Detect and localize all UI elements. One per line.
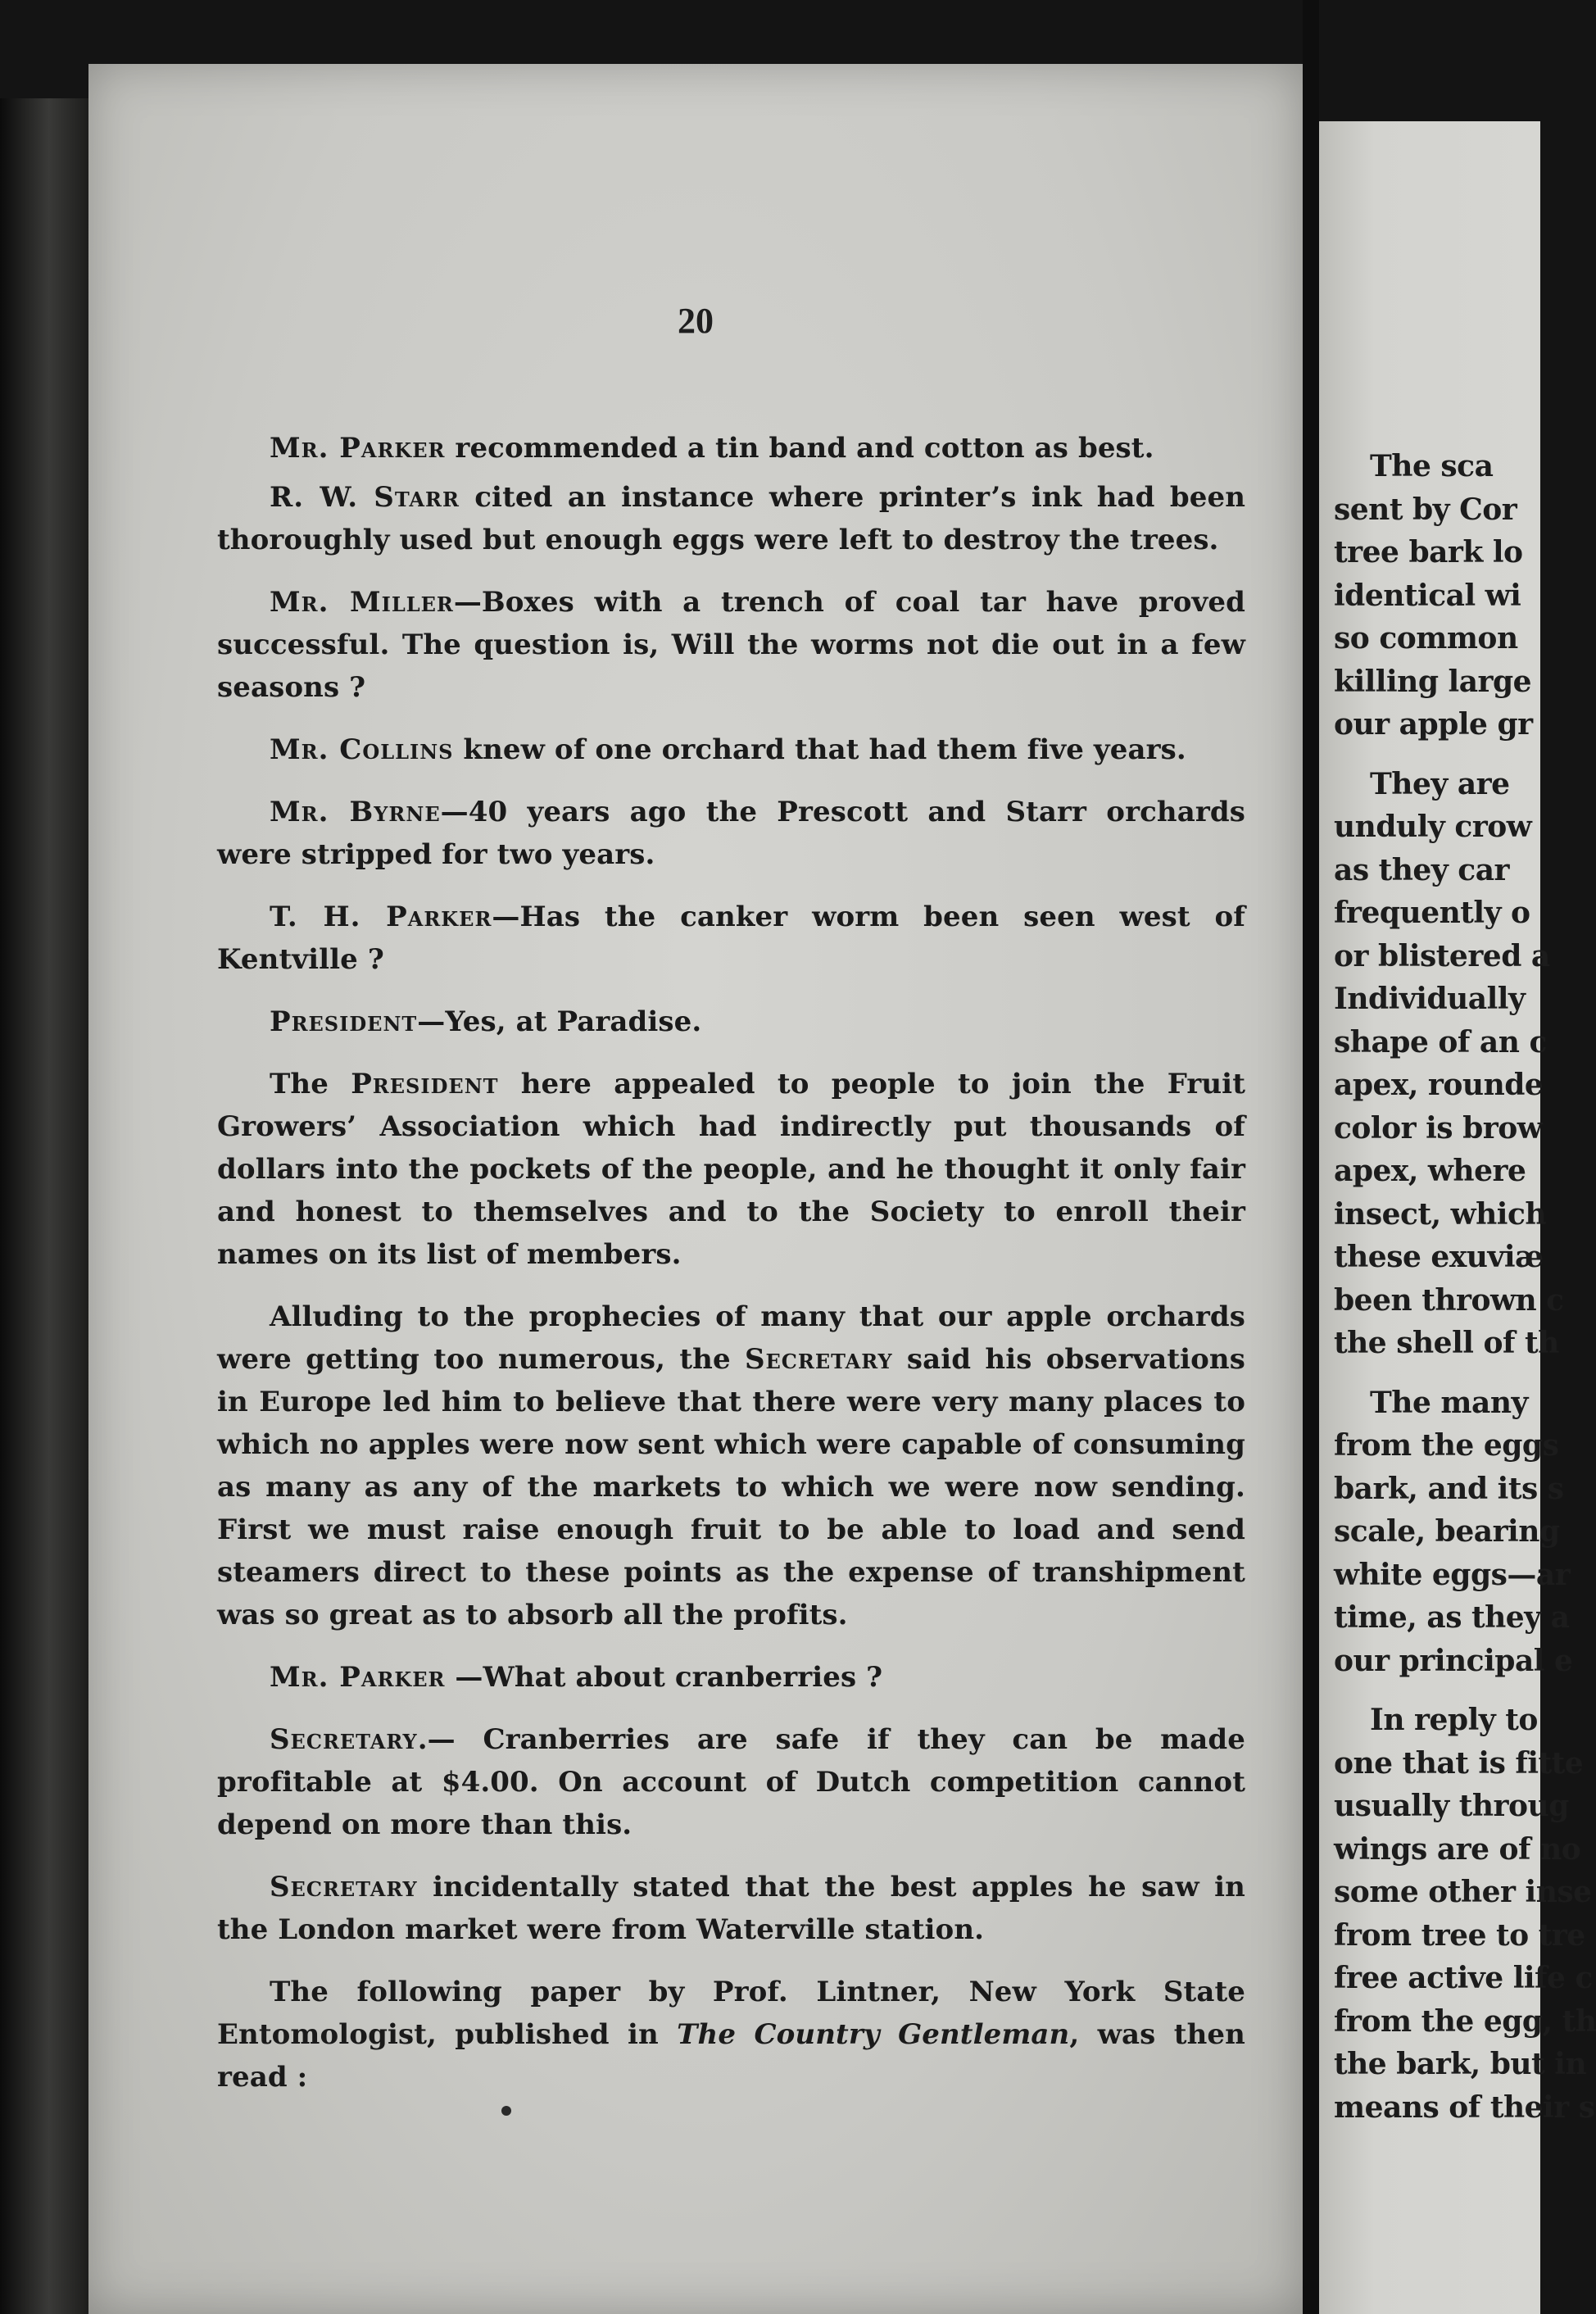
paragraph-lead: Alluding to the prophecies of many that our apple orchards were getting too numerous, the xyxy=(217,1300,1245,1376)
paragraph-text: .— Cranberries are safe if they can be made profitable at $4.00. On account of Dutch competition cannot depend on more than this. xyxy=(217,1723,1245,1841)
speaker-name: Secretary xyxy=(270,1871,418,1903)
paragraph-text: —What about cranberries ? xyxy=(445,1661,883,1694)
paragraph-lead: The following paper by Prof. Lintner, New York State Entomologist, published in xyxy=(217,1976,1245,2051)
book-gutter xyxy=(1303,0,1319,2314)
facing-page-line: wings are of no xyxy=(1334,1831,1581,1867)
facing-page-line: apex, rounde xyxy=(1334,1068,1544,1102)
book-page xyxy=(88,64,1303,2314)
paragraph-president-reply xyxy=(217,1000,1245,1043)
facing-page-line: from the egg, th xyxy=(1334,2003,1596,2039)
facing-page-line: so common xyxy=(1334,621,1518,656)
facing-page-line: color is brow xyxy=(1334,1110,1543,1146)
facing-page-line: The many xyxy=(1370,1385,1528,1420)
speaker-name: Secretary xyxy=(744,1343,893,1376)
paragraph-collins-orchard xyxy=(217,728,1245,771)
paragraph-text: here appealed to people to join the Fruit Growers’ Association which had indirectly put thousands of dollars into the pockets of the people, and he thought it only fair and honest to themselves and to the Society to enroll their names on its list of members. xyxy=(217,1068,1246,1271)
paragraph-th-parker-question xyxy=(217,896,1245,981)
paragraph-secretary-cranberries xyxy=(217,1718,1245,1846)
book-edge-left xyxy=(0,98,88,2314)
speaker-name: President xyxy=(351,1068,499,1100)
paragraph-lead: The xyxy=(270,1068,351,1100)
facing-page-line: been thrown c xyxy=(1334,1282,1564,1318)
paragraph-text: —40 years ago the Prescott and Starr orchards were stripped for two years. xyxy=(217,796,1245,871)
paragraph-tail: , was then read : xyxy=(217,2018,1245,2094)
ink-dot xyxy=(501,2106,511,2116)
speaker-name: Mr. Miller xyxy=(270,586,454,619)
facing-page-line: one that is fitte xyxy=(1334,1745,1584,1781)
paragraph-secretary-europe xyxy=(217,1295,1245,1636)
facing-page-line: They are xyxy=(1370,766,1510,801)
facing-page-line: means of their s xyxy=(1334,2089,1595,2125)
facing-page-line: our apple gr xyxy=(1334,707,1533,742)
speaker-name: Mr. Byrne xyxy=(270,796,441,828)
facing-page-line: frequently o xyxy=(1334,896,1530,930)
facing-page-line: our principal e xyxy=(1334,1643,1573,1678)
page-number: 20 xyxy=(678,301,714,341)
paragraph-text: recommended a tin band and cotton as best. xyxy=(445,432,1154,465)
paragraph-text: incidentally stated that the best apples he saw in the London market were from Waterville station. xyxy=(217,1871,1245,1946)
facing-page-line: In reply to xyxy=(1370,1703,1538,1737)
facing-page-line: the shell of th xyxy=(1334,1326,1559,1360)
facing-page-line: tree bark lo xyxy=(1334,535,1523,569)
facing-page-line: or blistered a xyxy=(1334,938,1550,973)
paragraph-text: —Boxes with a trench of coal tar have proved successful. The question is, Will the worms not die out in a few seasons ? xyxy=(217,586,1245,704)
facing-page-line: killing large xyxy=(1334,664,1532,699)
publication-title: The Country Gentleman xyxy=(677,2018,1070,2051)
paragraph-president-appeal xyxy=(217,1063,1245,1276)
facing-page-line: scale, bearing xyxy=(1334,1514,1560,1549)
paragraph-parker-band xyxy=(217,427,1245,470)
paragraph-text: —Yes, at Paradise. xyxy=(417,1005,702,1038)
facing-page-line: bark, and its s xyxy=(1334,1471,1564,1506)
paragraph-lintner-paper xyxy=(217,1971,1245,2098)
facing-page-line: from the eggs xyxy=(1334,1428,1559,1463)
paragraph-starr-ink xyxy=(217,476,1245,561)
paragraph-text: cited an instance where printer’s ink had been thoroughly used but enough eggs were left to destroy the trees. xyxy=(217,481,1246,556)
facing-page-line: the bark, but in xyxy=(1334,2047,1587,2081)
paragraph-text: said his observations in Europe led him to believe that there were very many places to which no apples were now sent which were capable of consuming as many as any of the markets to which we were now sending. First we must raise enough fruit to be able to load and send steamers direct to these points as the expense of transhipment was so great as to absorb all the profits. xyxy=(217,1343,1245,1631)
facing-page-line: some other inse xyxy=(1334,1875,1592,1909)
facing-page-line: these exuviæ xyxy=(1334,1240,1544,1274)
facing-page-line: The sca xyxy=(1370,449,1494,483)
facing-page-line: time, as they a xyxy=(1334,1600,1570,1635)
facing-page-line: shape of an c xyxy=(1334,1024,1547,1059)
facing-page-line: white eggs—ar xyxy=(1334,1557,1571,1592)
paragraph-miller-coal-tar xyxy=(217,581,1245,709)
speaker-name: T. H. Parker xyxy=(270,901,492,933)
speaker-name: Mr. Parker xyxy=(270,1661,446,1694)
facing-page-line: insect, which xyxy=(1334,1196,1547,1232)
paragraph-byrne-orchards xyxy=(217,791,1245,876)
facing-page-line: from tree to tre xyxy=(1334,1917,1585,1953)
facing-page-line: free active life c xyxy=(1334,1961,1593,1995)
facing-page-line: sent by Cor xyxy=(1334,492,1517,527)
speaker-name: Mr. Parker xyxy=(270,432,446,465)
paragraph-parker-cranberries xyxy=(217,1656,1245,1699)
facing-page xyxy=(1319,121,1596,2314)
page-text xyxy=(217,427,1245,2098)
paragraph-text: —Has the canker worm been seen west of Kentville ? xyxy=(217,901,1245,976)
speaker-name: Secretary xyxy=(270,1723,418,1756)
facing-page-line: Individually xyxy=(1334,982,1526,1016)
facing-page-line: usually throug xyxy=(1334,1789,1569,1823)
paragraph-text: knew of one orchard that had them five years. xyxy=(453,733,1186,766)
facing-page-line: identical wi xyxy=(1334,578,1521,613)
speaker-name: Mr. Collins xyxy=(270,733,454,766)
speaker-name: R. W. Starr xyxy=(270,481,460,514)
facing-page-line: unduly crow xyxy=(1334,810,1532,844)
facing-page-line: as they car xyxy=(1334,852,1509,887)
speaker-name: President xyxy=(270,1005,418,1038)
facing-page-line: apex, where xyxy=(1334,1154,1526,1188)
paragraph-secretary-london xyxy=(217,1866,1245,1951)
